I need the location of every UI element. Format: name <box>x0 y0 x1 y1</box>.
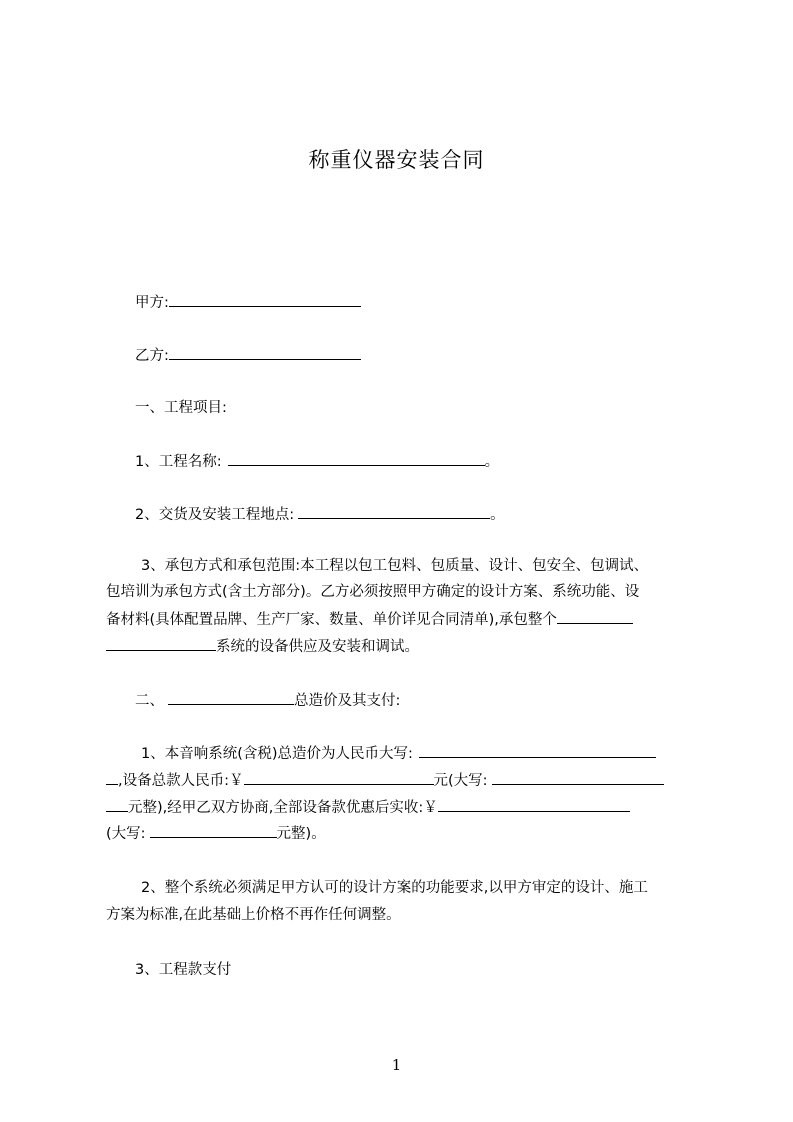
payment-heading: 3、工程款支付 <box>135 962 232 978</box>
project-name-line <box>135 452 499 471</box>
contract-scope-line-4 <box>106 637 419 656</box>
equipment-total-words-blank-cont[interactable] <box>106 798 128 812</box>
party-b-label: 乙方: <box>135 348 169 364</box>
document-title: 称重仪器安装合同 <box>308 148 485 172</box>
equipment-total-words-blank[interactable] <box>492 771 664 785</box>
section-2-heading <box>135 691 400 710</box>
project-name-blank[interactable] <box>228 452 485 466</box>
section-1-heading: 一、工程项目: <box>135 400 227 416</box>
total-price-line-3 <box>106 798 630 817</box>
contract-scope-line-3 <box>106 610 633 629</box>
page-number: 1 <box>391 1056 402 1074</box>
party-b-blank[interactable] <box>169 346 361 360</box>
equipment-total-label: ,设备总款人民币:￥ <box>118 773 244 789</box>
total-price-line-2 <box>106 771 664 790</box>
total-price-line-1 <box>141 744 656 763</box>
contract-scope-line-4-text: 系统的设备供应及安装和调试。 <box>216 639 419 655</box>
party-a-line <box>135 293 361 312</box>
install-location-label: 2、交货及安装工程地点: <box>135 507 295 523</box>
project-name-label: 1、工程名称: <box>135 454 222 470</box>
equipment-total-words-label: 元(大写: <box>433 773 488 789</box>
section-2-title: 总造价及其支付: <box>294 693 401 709</box>
contract-scope-line-3-text: 备材料(具体配置品牌、生产厂家、数量、单价详见合同清单),承包整个 <box>106 612 557 628</box>
discounted-total-words-blank[interactable] <box>150 824 277 838</box>
total-price-label: 1、本音响系统(含税)总造价为人民币大写: <box>141 746 413 762</box>
system-scope-blank-a[interactable] <box>557 610 633 624</box>
contract-scope-line-2: 包培训为承包方式(含土方部分)。乙方必须按照甲方确定的设计方案、系统功能、设 <box>106 584 640 600</box>
price-terms-line-1: 2、整个系统必须满足甲方认可的设计方案的功能要求,以甲方审定的设计、施工 <box>141 880 648 896</box>
total-price-words-blank-cont[interactable] <box>106 771 118 785</box>
price-terms-line-2: 方案为标准,在此基础上价格不再作任何调整。 <box>106 907 401 923</box>
install-location-blank[interactable] <box>298 505 490 519</box>
party-b-line <box>135 346 361 365</box>
install-location-end: 。 <box>490 507 505 523</box>
discounted-total-blank[interactable] <box>438 798 630 812</box>
system-scope-blank-b[interactable] <box>106 637 216 651</box>
section-2-blank[interactable] <box>168 691 294 705</box>
party-a-blank[interactable] <box>169 293 361 307</box>
project-name-end: 。 <box>484 454 500 470</box>
total-price-line-4 <box>106 824 326 843</box>
discounted-total-label: 元整),经甲乙双方协商,全部设备款优惠后实收:￥ <box>128 800 438 816</box>
total-price-words-blank[interactable] <box>419 744 656 758</box>
equipment-total-blank[interactable] <box>244 771 434 785</box>
section-2-number: 二、 <box>135 693 164 709</box>
install-location-line <box>135 505 505 524</box>
contract-scope-line-1: 3、承包方式和承包范围:本工程以包工包料、包质量、设计、包安全、包调试、 <box>141 558 649 574</box>
discounted-total-words-label: (大写: <box>106 826 146 842</box>
discounted-total-words-end: 元整)。 <box>276 826 326 842</box>
party-a-label: 甲方: <box>135 295 169 311</box>
